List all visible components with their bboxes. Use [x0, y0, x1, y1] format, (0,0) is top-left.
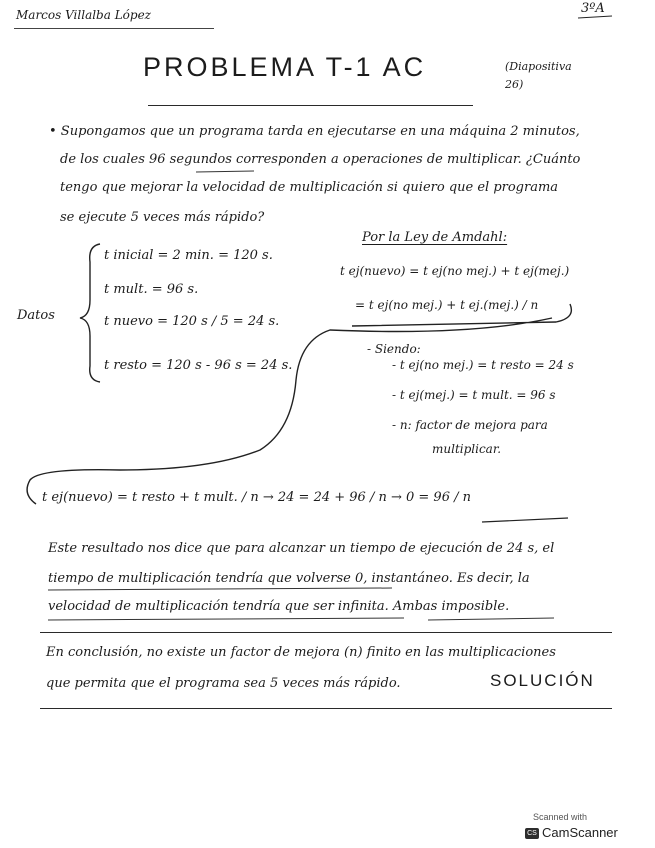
derivation-equation: t ej(nuevo) = t resto + t mult. / n → 24 = 24 + 96 / n → 0 = 96 / n: [42, 490, 471, 505]
result-line: Este resultado nos dice que para alcanzar un tiempo de ejecución de 24 s, el: [48, 541, 555, 556]
title-note: (Diapositiva 26): [505, 60, 572, 91]
page-title: PROBLEMA T-1 AC: [143, 52, 427, 82]
underline-mark: [48, 618, 404, 620]
scanner-watermark: [521, 810, 621, 844]
conclusion-line: En conclusión, no existe un factor de mejora (n) finito en las multiplicaciones: [46, 645, 556, 660]
connector-curve: [27, 304, 571, 504]
author-name: Marcos Villalba López: [16, 8, 152, 22]
amdahl-equation: t ej(nuevo) = t ej(no mej.) + t ej(mej.): [340, 264, 570, 278]
result-line: velocidad de multiplicación tendría que ser infinita. Ambas imposible.: [48, 599, 510, 614]
datos-item: t nuevo = 120 s / 5 = 24 s.: [104, 314, 280, 329]
siendo-item: - n: factor de mejora para: [392, 418, 548, 432]
statement-line: se ejecute 5 veces más rápido?: [60, 210, 265, 225]
statement-line: • Supongamos que un programa tarda en ejecutarse en una máquina 2 minutos,: [49, 124, 580, 139]
statement-line: de los cuales 96 segundos corresponden a operaciones de multiplicar. ¿Cuánto: [60, 152, 581, 167]
underline-mark: [196, 171, 254, 172]
siendo-label: - Siendo:: [367, 342, 421, 356]
siendo-item: - t ej(mej.) = t mult. = 96 s: [392, 388, 556, 402]
group-underline: [578, 16, 612, 18]
datos-label: Datos: [17, 308, 55, 323]
scanner-name: CamScanner: [542, 825, 618, 840]
underline-mark: [428, 618, 554, 620]
solucion-label: SOLUCIÓN: [490, 671, 595, 690]
amdahl-equation: = t ej(no mej.) + t ej.(mej.) / n: [355, 298, 539, 312]
datos-item: t inicial = 2 min. = 120 s.: [104, 248, 273, 263]
datos-item: t resto = 120 s - 96 s = 24 s.: [104, 358, 293, 373]
scanner-caption: Scanned with: [533, 812, 588, 822]
group-label: 3ºA: [581, 1, 605, 16]
underline-mark: [48, 588, 392, 590]
result-line: tiempo de multiplicación tendría que volverse 0, instantáneo. Es decir, la: [48, 571, 530, 586]
datos-brace-icon: [80, 244, 100, 382]
camscanner-logo-icon: CS: [525, 828, 539, 839]
conclusion-line: que permita que el programa sea 5 veces más rápido.: [46, 676, 401, 691]
datos-item: t mult. = 96 s.: [104, 282, 199, 297]
amdahl-heading: Por la Ley de Amdahl:: [362, 230, 508, 245]
result-underline: [482, 518, 568, 522]
statement-line: tengo que mejorar la velocidad de multiplicación si quiero que el programa: [60, 180, 559, 195]
siendo-item: multiplicar.: [432, 442, 502, 456]
siendo-item: - t ej(no mej.) = t resto = 24 s: [392, 358, 574, 372]
